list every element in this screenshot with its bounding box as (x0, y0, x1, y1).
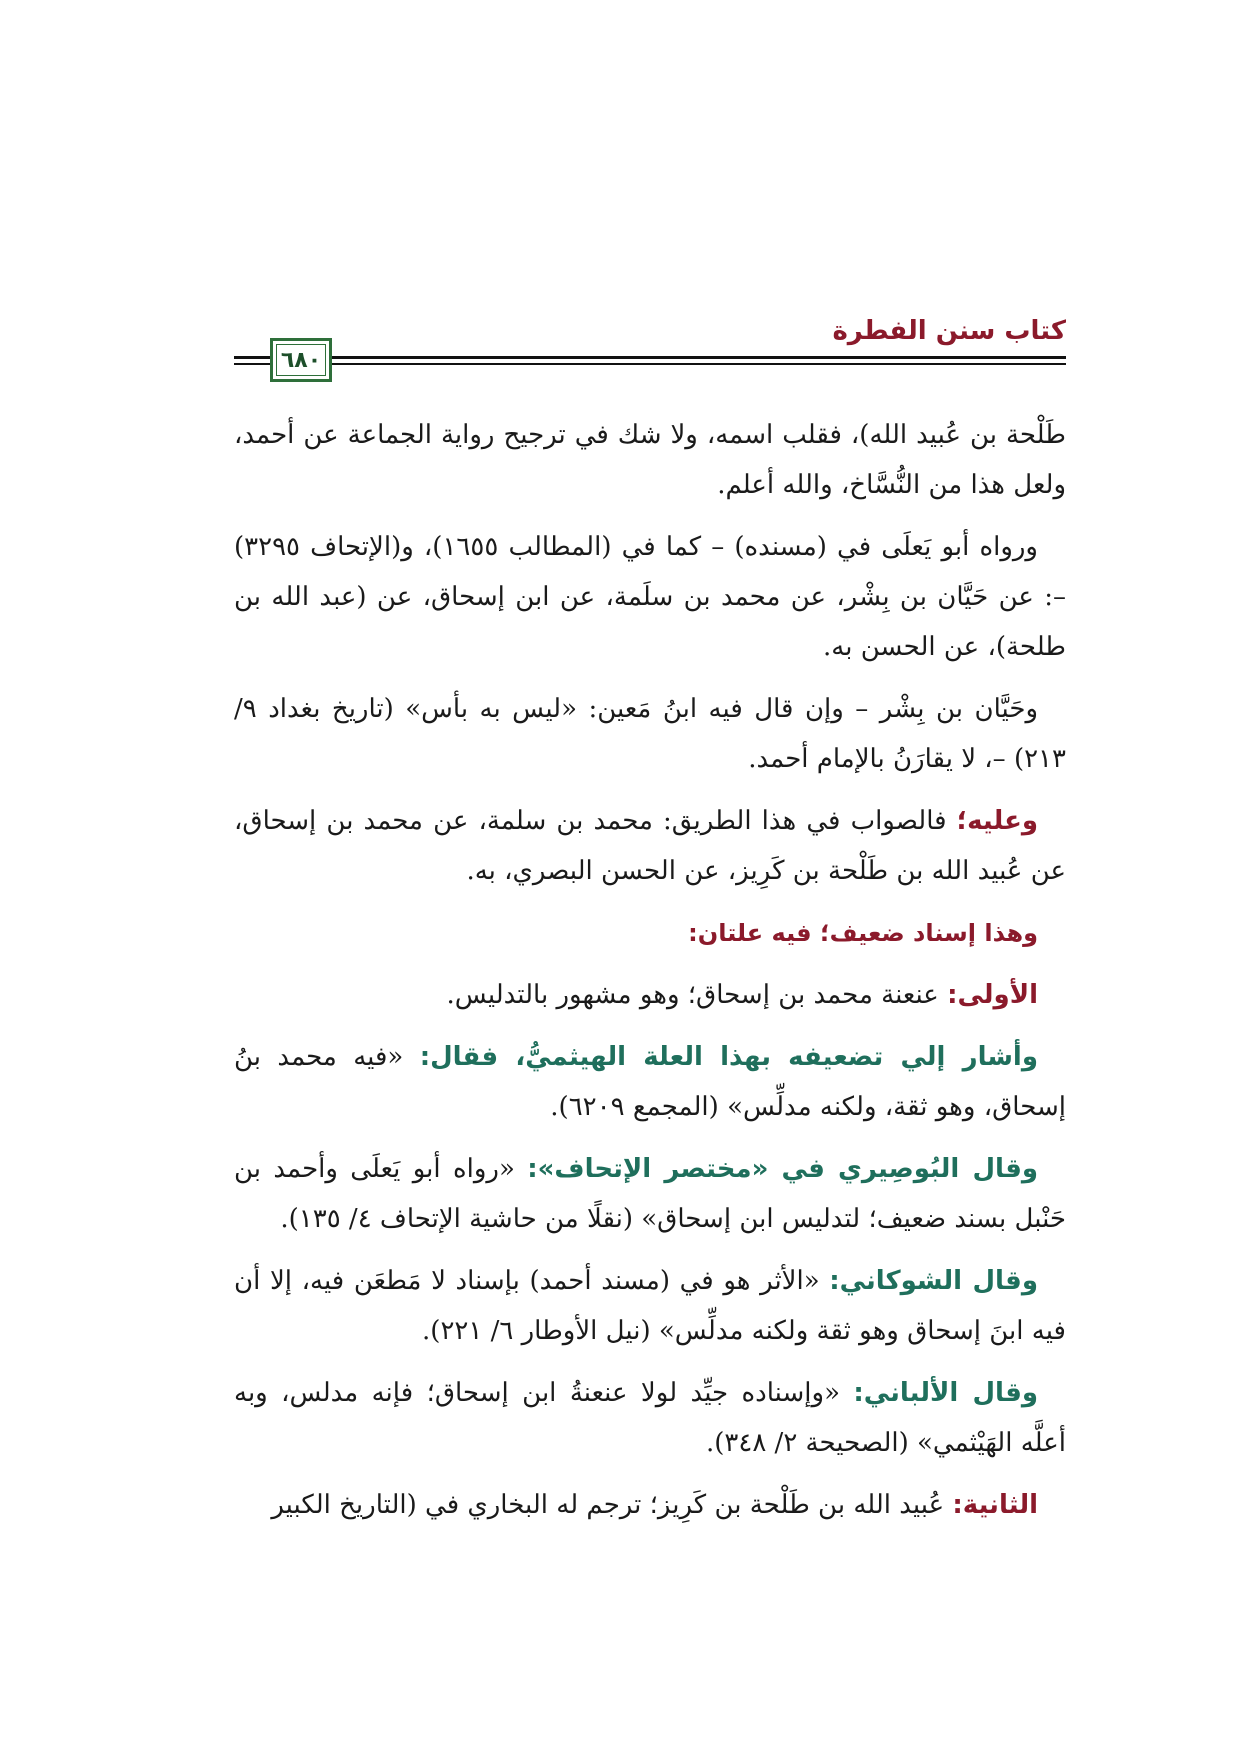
heading-two-defects: وهذا إسناد ضعيف؛ فيه علتان: (688, 919, 1038, 947)
paragraph-lead: وقال البُوصِيري في «مختصر الإتحاف»: (527, 1154, 1039, 1184)
header-rule (234, 356, 1066, 366)
paragraph-text: طَلْحة بن عُبيد الله)، فقلب اسمه، ولا شك في ترجيح رواية الجماعة عن أحمد، ولعل هذا من النُّسَّاخ، والله أعلم. (234, 420, 1066, 500)
paragraph-lead: وقال الألباني: (853, 1378, 1039, 1408)
header-rule-thick (234, 356, 1066, 359)
paragraph-text: ورواه أبو يَعلَى في (مسنده) – كما في (المطالب ١٦٥٥)، و(الإتحاف ٣٢٩٥) –: عن حَيَّان بن بِشْر، عن محمد بن سلَمة، عن ابن إسحاق، عن (عبد الله بن طلحة)، عن الحسن به. (234, 532, 1066, 662)
paragraph-busiri (234, 1144, 1066, 1244)
paragraph-text: عنعنة محمد بن إسحاق؛ وهو مشهور بالتدليس. (446, 980, 948, 1010)
book-title: كتاب سنن الفطرة (832, 316, 1066, 346)
paragraph-text: «وإسناده جيِّد لولا عنعنةُ ابن إسحاق؛ فإنه مدلس، وبه أعلَّه الهَيْثمي» (الصحيحة ٢/ ٣٤٨). (234, 1378, 1066, 1458)
paragraph-lead: الثانية: (952, 1490, 1038, 1520)
paragraph-second-defect (234, 1480, 1066, 1530)
paragraph-albani (234, 1368, 1066, 1468)
paragraph-lead: وعليه؛ (956, 806, 1038, 836)
paragraph-text: عُبيد الله بن طَلْحة بن كَرِيز؛ ترجم له البخاري في (التاريخ الكبير (271, 1490, 953, 1520)
page-number: ٦٨٠ (276, 344, 326, 376)
paragraph-text: «رواه أبو يَعلَى وأحمد بن حَنْبل بسند ضعيف؛ لتدليس ابن إسحاق» (نقلًا من حاشية الإتحاف ٤/ ١٣٥). (234, 1154, 1066, 1234)
paragraph-conclusion (234, 796, 1066, 896)
paragraph-lead: الأولى: (947, 980, 1038, 1010)
page-body (234, 410, 1066, 1542)
paragraph-abu-yala (234, 522, 1066, 672)
paragraph-text: «فيه محمد بنُ إسحاق، وهو ثقة، ولكنه مدلِّس» (المجمع ٦٢٠٩). (234, 1042, 1066, 1122)
paragraph-lead: وأشار إلي تضعيفه بهذا العلة الهيثميُّ، فقال: (419, 1042, 1038, 1072)
paragraph-text: فالصواب في هذا الطريق: محمد بن سلمة، عن محمد بن إسحاق، عن عُبيد الله بن طَلْحة بن كَرِيز، عن الحسن البصري، به. (234, 806, 1066, 886)
section-heading (234, 908, 1066, 958)
paragraph-hayyan (234, 684, 1066, 784)
header-rule-thin (234, 363, 1066, 365)
paragraph-lead: وقال الشوكاني: (829, 1266, 1038, 1296)
paragraph-continuation (234, 410, 1066, 510)
page-number-frame (270, 338, 332, 382)
page-header (234, 310, 1066, 390)
paragraph-text: وحَيَّان بن بِشْر – وإن قال فيه ابنُ مَعين: «ليس به بأس» (تاريخ بغداد ٩/ ٢١٣) –، لا يقارَنُ بالإمام أحمد. (234, 694, 1066, 774)
paragraph-shawkani (234, 1256, 1066, 1356)
paragraph-text: «الأثر هو في (مسند أحمد) بإسناد لا مَطعَن فيه، إلا أن فيه ابنَ إسحاق وهو ثقة ولكنه مدلِّس» (نيل الأوطار ٦/ ٢٢١). (234, 1266, 1066, 1346)
paragraph-first-defect (234, 970, 1066, 1020)
paragraph-haythami (234, 1032, 1066, 1132)
